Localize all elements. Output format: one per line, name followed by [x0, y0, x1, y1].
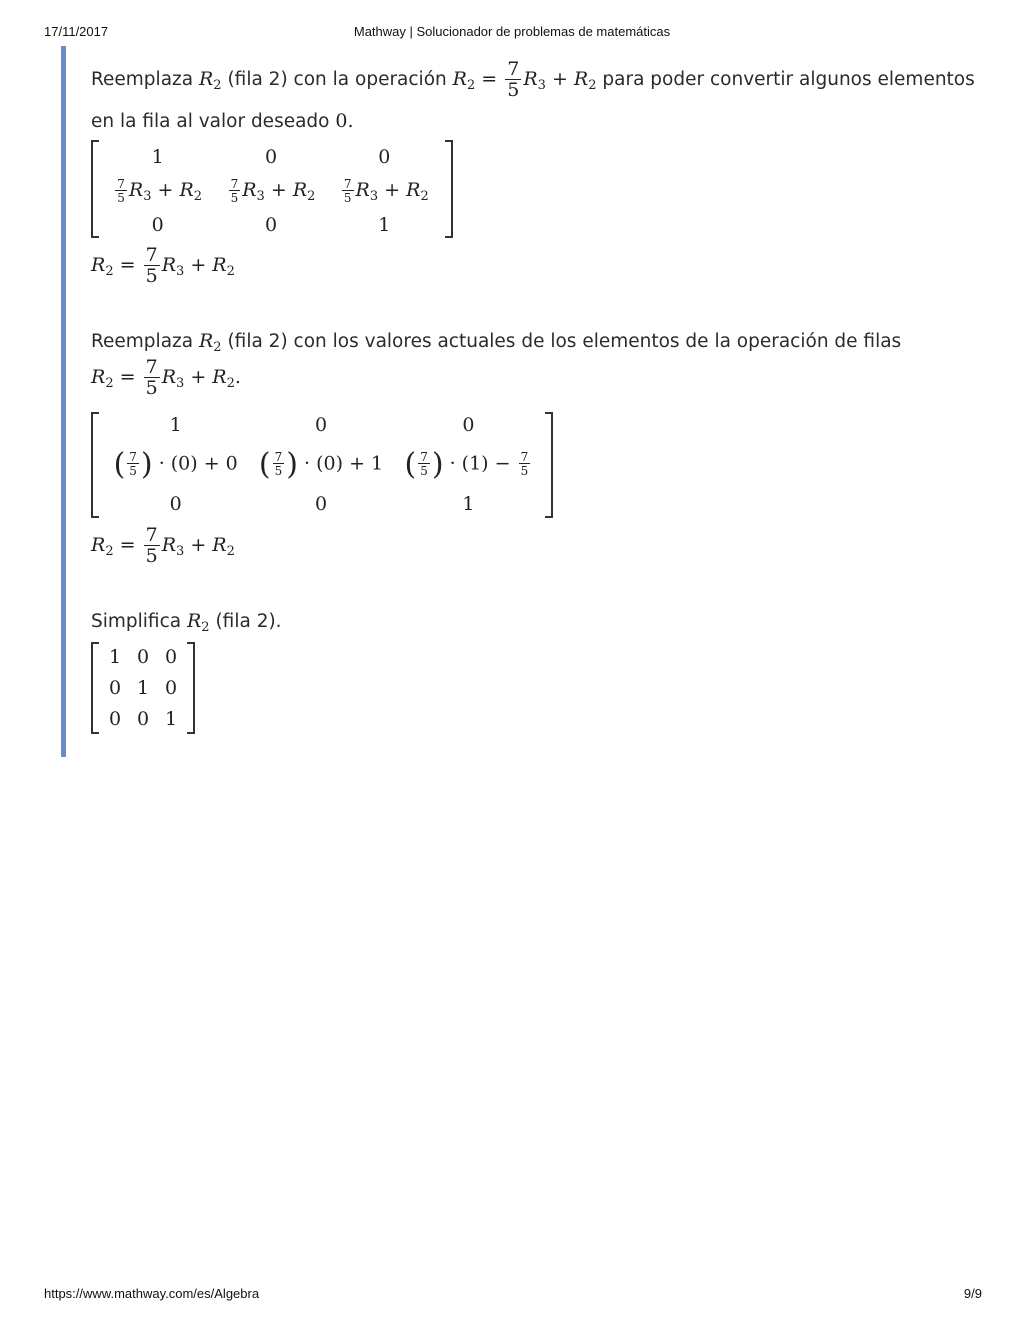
- step2-description-line2: $R_2$ = $\frac{7}{5}$ $R_3 + R_2$.: [91, 356, 241, 399]
- matrix-cell: 0: [462, 414, 475, 436]
- step1-matrix: [91, 140, 453, 238]
- step3-description: Simplifica $R_2$ (fila 2).: [91, 610, 282, 635]
- matrix-cell: 1: [378, 214, 391, 236]
- step2-matrix: [91, 412, 553, 518]
- matrix-cell: 0: [314, 493, 328, 515]
- matrix-cell: $\frac{7}{5}$ $R_3 + R_2$: [230, 177, 316, 205]
- footer-page-number: 9/9: [963, 1286, 982, 1301]
- matrix-cell: ( $\frac{7}{5}$ ) · (0) + 0: [113, 446, 238, 482]
- matrix-cell: 0: [108, 707, 122, 730]
- matrix-cell: 0: [169, 493, 182, 515]
- step3-result-matrix: [91, 642, 195, 734]
- matrix-cell: 0: [264, 146, 278, 168]
- matrix-cell: 0: [164, 646, 178, 668]
- matrix-cell: 0: [378, 146, 391, 168]
- step1-operation: $R_2$ = $\frac{7}{5}$ $R_3 + R_2$: [91, 244, 235, 287]
- matrix-cell: 1: [108, 646, 122, 668]
- step-accent-bar: [61, 46, 66, 757]
- matrix-cell: 0: [136, 646, 150, 668]
- step2-operation: $R_2$ = $\frac{7}{5}$ $R_3 + R_2$: [91, 524, 235, 567]
- matrix-cell: 1: [151, 146, 164, 168]
- matrix-cell: 0: [108, 676, 122, 699]
- step1-description-line1: Reemplaza $R_2$ (fila 2) con la operación $R_2$ = $\frac{7}{5}$ $R_3 + R_2$ para poder convertir algunos elementos: [91, 58, 975, 101]
- matrix-cell: 0: [151, 214, 164, 236]
- matrix-cell: 0: [164, 676, 178, 699]
- matrix-cell: 1: [136, 676, 150, 699]
- step1-description-line2: en la fila al valor deseado 0.: [91, 110, 354, 132]
- matrix-cell: $\frac{7}{5}$ $R_3 + R_2$: [343, 177, 429, 205]
- matrix-cell: 0: [136, 707, 150, 730]
- header-title: Mathway | Solucionador de problemas de matemáticas: [353, 24, 671, 39]
- matrix-cell: 0: [264, 214, 278, 236]
- step2-description-line1: Reemplaza $R_2$ (fila 2) con los valores actuales de los elementos de la operación de filas: [91, 330, 902, 355]
- matrix-cell: 1: [164, 707, 178, 730]
- matrix-cell: 0: [314, 414, 328, 436]
- matrix-cell: $\frac{7}{5}$ $R_3 + R_2$: [117, 177, 203, 205]
- footer-url[interactable]: https://www.mathway.com/es/Algebra: [44, 1286, 260, 1301]
- header-date: 17/11/2017: [44, 24, 109, 39]
- matrix-cell: ( $\frac{7}{5}$ ) · (0) + 1: [258, 446, 384, 482]
- matrix-cell: ( $\frac{7}{5}$ ) · (1) − $\frac{7}{5}$: [404, 446, 529, 482]
- matrix-cell: 1: [169, 414, 182, 436]
- matrix-cell: 1: [462, 493, 475, 515]
